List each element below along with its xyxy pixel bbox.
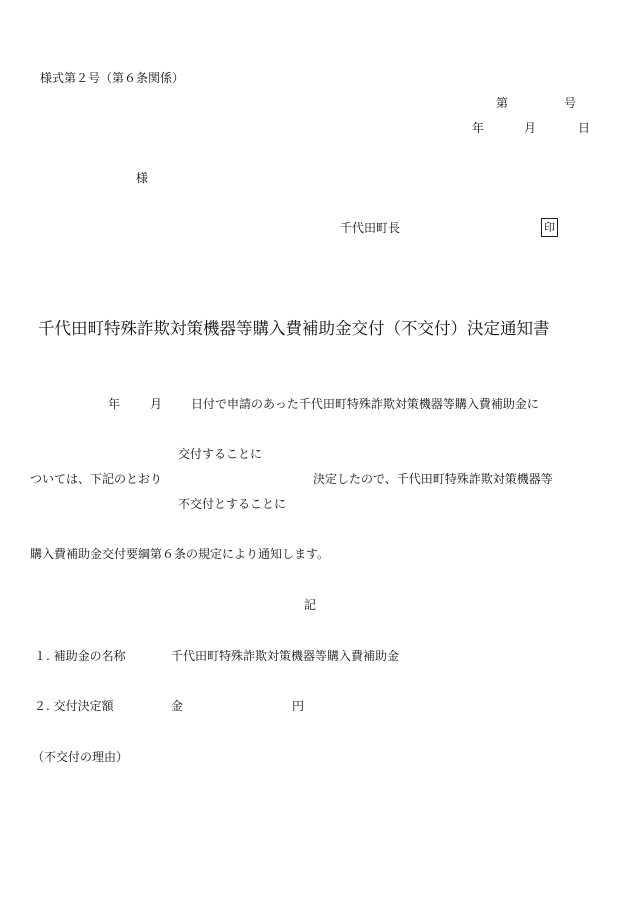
body-line2-start: ついては、下記のとおり <box>30 472 163 486</box>
reason-label: （不交付の理由） <box>32 750 129 764</box>
doc-number-prefix: 第 <box>496 96 509 110</box>
form-number: 様式第２号（第６条関係） <box>40 71 185 85</box>
seal-mark: 印 <box>541 218 558 237</box>
body-line1: 日付で申請のあった千代田町特殊詐欺対策機器等購入費補助金に <box>191 397 539 411</box>
item-2-label: ２. 交付決定額 <box>34 699 114 713</box>
issuer-name: 千代田町長 <box>340 221 401 235</box>
date-month: 月 <box>524 121 537 135</box>
option-grant: 交付することに <box>178 447 263 461</box>
date-year: 年 <box>472 121 485 135</box>
body-year: 年 <box>108 397 121 411</box>
record-heading: 記 <box>304 598 317 612</box>
document-title: 千代田町特殊詐欺対策機器等購入費補助金交付（不交付）決定通知書 <box>38 319 550 338</box>
doc-number-suffix: 号 <box>564 96 577 110</box>
option-deny: 不交付とすることに <box>178 497 287 511</box>
item-1-label: １. 補助金の名称 <box>34 649 126 663</box>
item-2-value-suffix: 円 <box>292 699 305 713</box>
body-month: 月 <box>150 397 163 411</box>
body-line2-end: 決定したので、千代田町特殊詐欺対策機器等 <box>313 472 553 486</box>
addressee-suffix: 様 <box>136 171 149 185</box>
body-line3: 購入費補助金交付要綱第６条の規定により通知します。 <box>30 547 330 561</box>
item-1-value: 千代田町特殊詐欺対策機器等購入費補助金 <box>171 649 400 663</box>
item-2-value-prefix: 金 <box>171 699 184 713</box>
date-day: 日 <box>578 121 591 135</box>
